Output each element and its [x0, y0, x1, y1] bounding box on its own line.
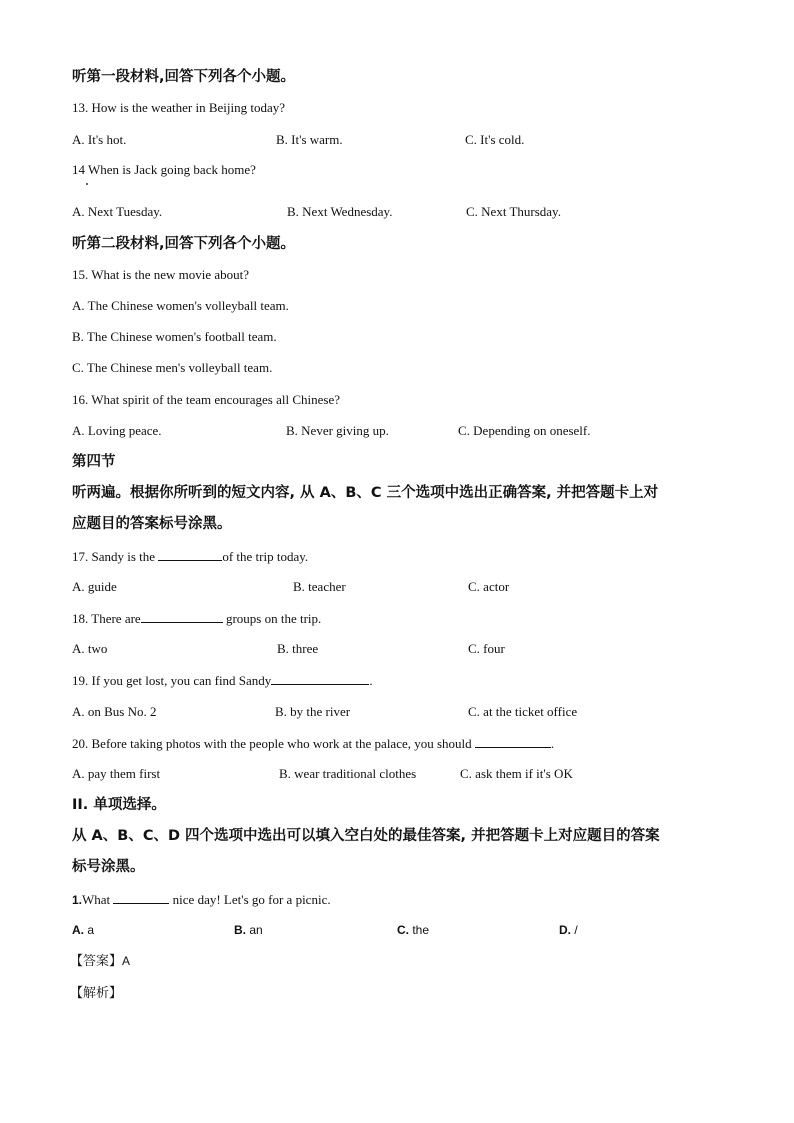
question-17-text-before: 17. Sandy is the — [72, 549, 159, 564]
question-13-stem: 13. How is the weather in Beijing today? — [72, 100, 286, 115]
question-19-stem — [72, 672, 373, 689]
question-19-option-b: B. by the river — [275, 704, 351, 719]
question-14-option-b: B. Next Wednesday. — [287, 204, 393, 219]
question-1-option-d-letter: D. — [559, 923, 571, 937]
question-1-option-b-text: an — [246, 923, 263, 937]
question-15-option-b: B. The Chinese women's football team. — [72, 329, 277, 344]
analysis-label: 【解析】 — [70, 986, 123, 1001]
question-13-option-a: A. It's hot. — [72, 132, 127, 147]
question-15-option-a: A. The Chinese women's volleyball team. — [72, 298, 289, 313]
question-20-text-after: . — [550, 736, 555, 751]
question-19-option-c: C. at the ticket office — [468, 704, 578, 719]
question-20-stem — [72, 735, 554, 752]
question-14-option-a: A. Next Tuesday. — [72, 204, 163, 219]
question-1-number: 1. — [72, 893, 83, 907]
question-20-option-c: C. ask them if it's OK — [460, 766, 573, 781]
question-1-option-c-text: the — [409, 923, 430, 937]
question-1-option-d — [559, 922, 578, 938]
question-13-option-c: C. It's cold. — [465, 132, 525, 147]
question-15-stem: 15. What is the new movie about? — [72, 267, 250, 282]
question-18-text-after: groups on the trip. — [222, 611, 322, 626]
question-1-option-a — [72, 922, 94, 938]
question-18-option-b: B. three — [277, 641, 319, 656]
section-instructions-line2: 应题目的答案标号涂黑。 — [72, 516, 232, 532]
section-title-part4: 第四节 — [72, 454, 116, 470]
answer-label: 【答案】 — [70, 954, 123, 969]
analysis-line — [70, 985, 122, 1002]
question-19-text-before: 19. If you get lost, you can find Sandy — [72, 673, 272, 688]
question-19-blank — [271, 672, 369, 685]
question-20-text-before: 20. Before taking photos with the people who work at the palace, you should — [72, 736, 475, 751]
answer-line — [70, 953, 130, 970]
question-16-stem: 16. What spirit of the team encourages all Chinese? — [72, 392, 340, 407]
question-17-option-b: B. teacher — [293, 579, 346, 594]
question-1-stem — [72, 891, 331, 908]
question-14-option-c: C. Next Thursday. — [466, 204, 561, 219]
answer-value: A — [122, 954, 131, 968]
section-heading-part1: 听第一段材料,回答下列各个小题。 — [72, 69, 296, 85]
question-1-text-before: What — [82, 892, 114, 907]
section-ii-instructions-line1: 从 A、B、C、D 四个选项中选出可以填入空白处的最佳答案, 并把答题卡上对应题目的答案 — [72, 828, 660, 844]
question-20-blank — [475, 735, 551, 748]
question-13-option-b: B. It's warm. — [276, 132, 343, 147]
question-15-option-c: C. The Chinese men's volleyball team. — [72, 360, 273, 375]
question-18-text-before: 18. There are — [72, 611, 141, 626]
section-title-part-ii: II. 单项选择。 — [72, 797, 166, 813]
question-1-text-after: nice day! Let's go for a picnic. — [169, 892, 331, 907]
question-18-blank — [141, 610, 223, 623]
question-1-option-b-letter: B. — [234, 923, 246, 937]
question-17-blank — [158, 548, 222, 561]
question-1-option-a-text: a — [84, 923, 95, 937]
question-17-option-c: C. actor — [468, 579, 510, 594]
question-18-stem — [72, 610, 321, 627]
question-20-option-b: B. wear traditional clothes — [279, 766, 417, 781]
question-17-stem — [72, 548, 308, 565]
question-1-option-d-text: / — [571, 923, 578, 937]
question-20-option-a: A. pay them first — [72, 766, 161, 781]
question-1-option-c — [397, 922, 429, 938]
question-17-option-a: A. guide — [72, 579, 117, 594]
question-1-option-b — [234, 922, 263, 938]
question-19-option-a: A. on Bus No. 2 — [72, 704, 157, 719]
question-1-option-a-letter: A. — [72, 923, 84, 937]
section-ii-instructions-line2: 标号涂黑。 — [72, 859, 145, 875]
question-1-option-c-letter: C. — [397, 923, 409, 937]
question-17-text-after: of the trip today. — [222, 549, 309, 564]
question-19-text-after: . — [369, 673, 373, 688]
section-instructions-line1: 听两遍。根据你所听到的短文内容, 从 A、B、C 三个选项中选出正确答案, 并把答题卡上对 — [72, 485, 659, 501]
question-18-option-c: C. four — [468, 641, 505, 656]
section-heading-part2: 听第二段材料,回答下列各个小题。 — [72, 236, 296, 252]
question-1-blank — [113, 891, 169, 904]
question-14-stem: 14 When is Jack going back home? — [72, 162, 256, 177]
question-16-option-a: A. Loving peace. — [72, 423, 162, 438]
stray-dot-mark — [86, 183, 88, 185]
question-16-option-b: B. Never giving up. — [286, 423, 389, 438]
question-16-option-c: C. Depending on oneself. — [458, 423, 591, 438]
question-18-option-a: A. two — [72, 641, 108, 656]
